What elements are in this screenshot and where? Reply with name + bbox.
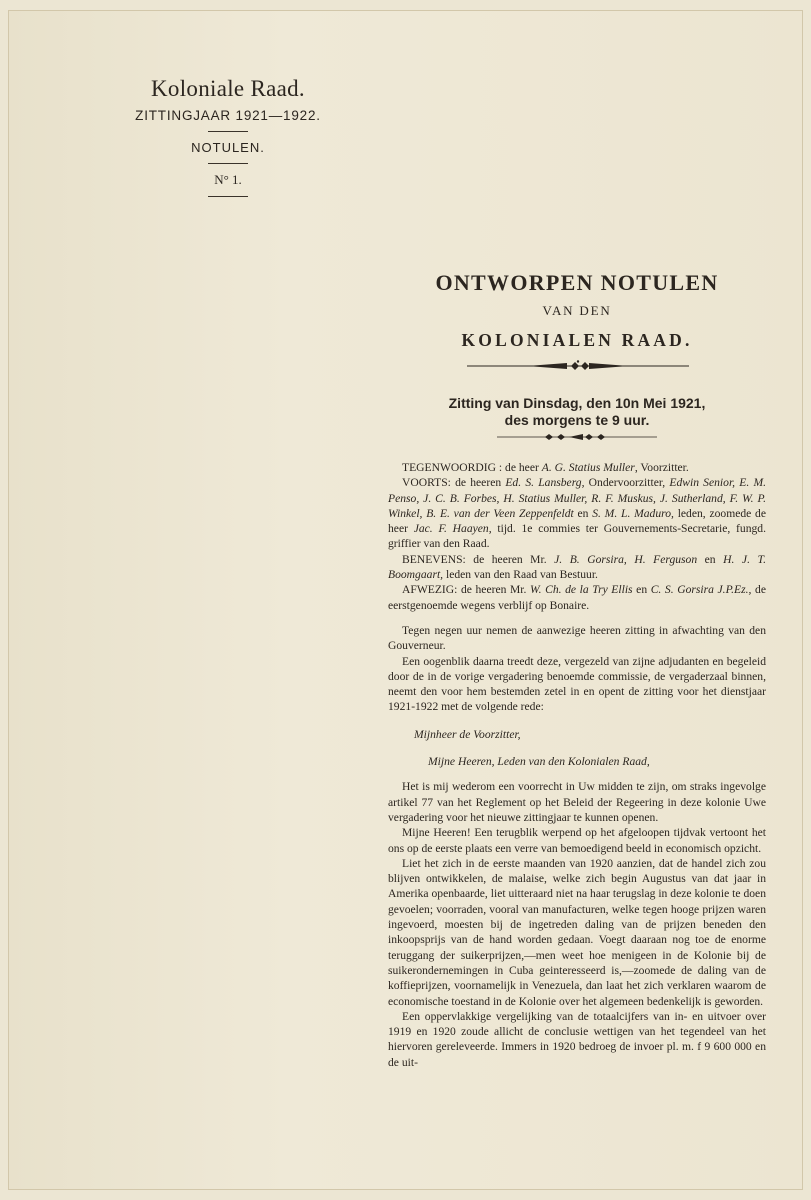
document-header [108,76,348,205]
council-name: KOLONIALEN RAAD. [461,330,693,350]
session-heading [388,395,766,429]
divider [208,196,248,197]
paragraph: Een oogenblik daarna treedt deze, vergezeld van zijne adjudanten en begeleid door de in de vorige vergadering benoemde commissie, de vergaderzaal binnen, neemt den voor hem bestemden zetel in en opent de zitting voor het dienstjaar 1921-1922 met de volgende rede: [388,654,766,714]
attendance-members: VOORTS: de heeren Ed. S. Lansberg, Ondervoorzitter, Edwin Senior, E. M. Penso, J. C. B. Forbes, H. Statius Muller, R. F. Muskus, J. Sutherland, F. W. P. Winkel, B. E. van der Veen Zeppenfeldt en S. M. L. Maduro, leden, zoomede de heer Jac. F. Haayen, tijd. 1e commies ter Gouvernements-Secretarie, fungd. griffier van den Raad. [388,476,766,551]
salutation: Mijnheer de Voorzitter, [414,727,521,741]
paragraph: Het is mij wederom een voorrecht in Uw midden te zijn, om straks ingevolge artikel 77 van het Reglement op het Beleid der Regeering in deze kolonie Uwe vergadering voor het nieuwe zittingjaar te kunnen openen. [388,780,766,824]
issue-number: N° 1. [214,172,242,187]
session-date: Zitting van Dinsdag, den 10n Mei 1921, [448,395,706,411]
session-year: ZITTINGJAAR 1921—1922. [135,108,321,123]
session-time: des morgens te 9 uur. [504,412,650,428]
ornament-divider [467,360,689,372]
document-title: ONTWORPEN NOTULEN [435,270,719,295]
attendance-absent: AFWEZIG: de heeren Mr. W. Ch. de la Try Ellis en C. S. Gorsira J.P.Ez., de eerstgenoemde wegens verblijf op Bonaire. [388,583,766,612]
divider [208,131,248,132]
paragraph: Liet het zich in de eerste maanden van 1920 aanzien, dat de handel zich zou blijven ontwikkelen, de malaise, welke zich begin Augustus van dat jaar in Amerika openbaarde, liet uitteraard niet na haar terugslag in deze kolonie te doen gevoelen; voorraden, vooral van manufacturen, welke tegen hooge prijzen waren ingevoerd, moesten bij de ingetreden daling van de prijzen beneden den inkoopsprijs van de hand worden gedaan. Voegt daaraan nog toe de enorme teruggang der suikerprijzen,—men weet hoe menigeen in de Kolonie bij de suikerondernemingen in Cuba geinteresseerd is,—zoomede de daling van de koffieprijzen, voornamelijk in Venezuela, dan laat het zich verklaren waarom de economische toestand in de Kolonie over het algemeen bedenkelijk is geworden. [388,856,766,1008]
paragraph: Tegen negen uur nemen de aanwezige heeren zitting in afwachting van den Gouverneur. [388,623,766,653]
paragraph: Mijne Heeren! Een terugblik werpend op het afgeloopen tijdvak vertoont het ons op de eerste plaats een verre van bemoedigend beeld in economisch opzicht. [388,826,766,855]
attendance-also: BENEVENS: de heeren Mr. J. B. Gorsira, H. Ferguson en H. J. T. Boomgaart, leden van den Raad van Bestuur. [388,552,766,582]
attendance-present: TEGENWOORDIG : de heer A. G. Statius Muller, Voorzitter. [402,461,689,474]
paragraph: Een oppervlakkige vergelijking van de totaalcijfers van in- en uitvoer over 1919 en 1920 zoude allicht de conclusie wettigen van het tegendeel van het hiervoren gereleveerde. Immers in 1920 bedroeg de invoer pl. m. f 9 600 000 en de uit- [388,1009,766,1069]
document-subtitle: VAN DEN [542,303,612,318]
minutes-body [388,460,766,1070]
divider [208,163,248,164]
notulen-label: NOTULEN. [191,140,265,155]
council-title: Koloniale Raad. [151,76,305,101]
ornament-divider-small [497,432,657,442]
salutation: Mijne Heeren, Leden van den Kolonialen Raad, [428,755,650,769]
